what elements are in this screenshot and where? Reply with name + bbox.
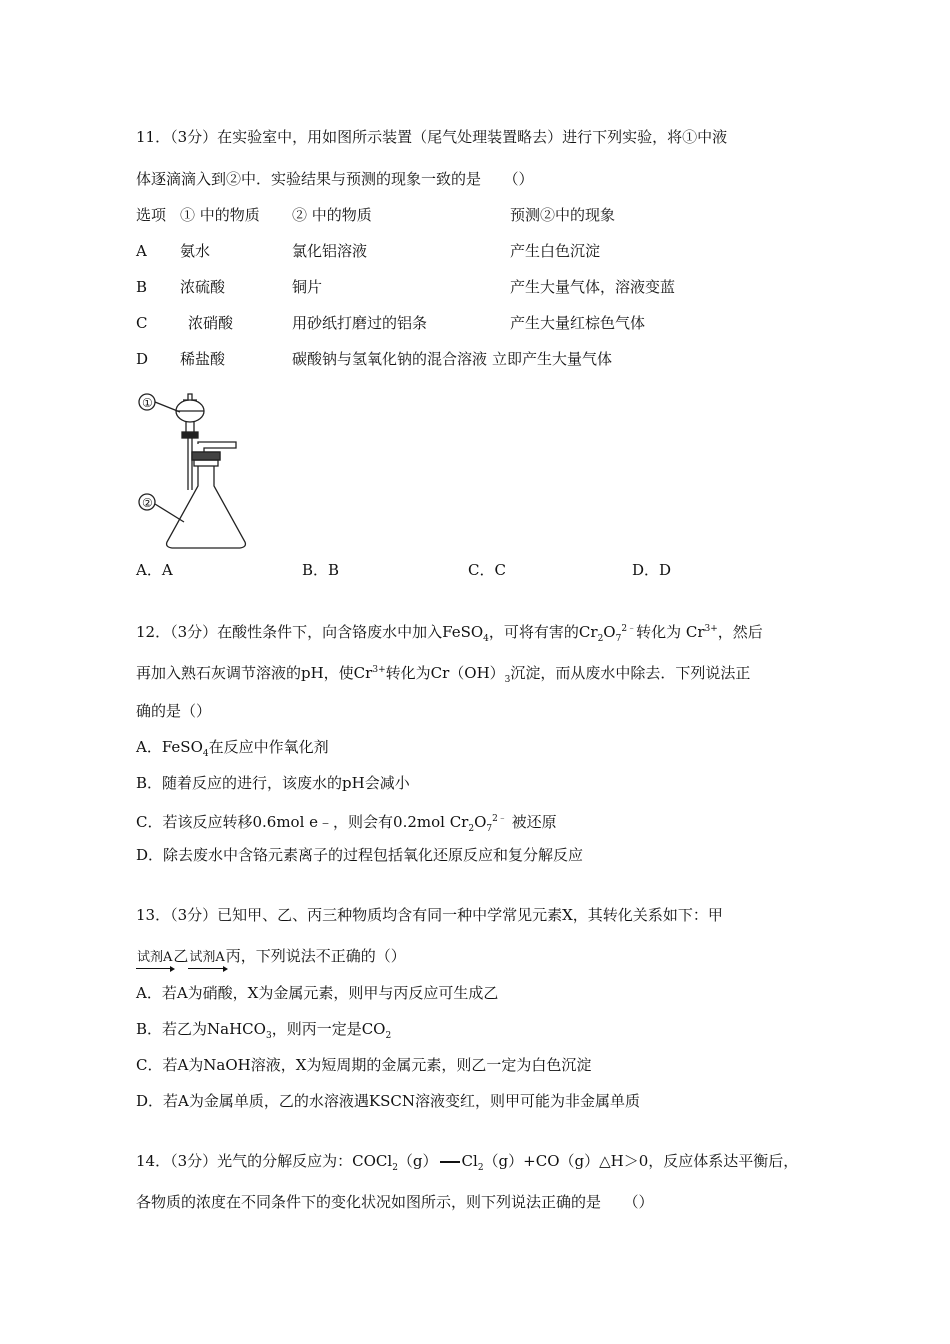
table-row-b-option: B [136,278,148,296]
table-row-a-option: A [136,242,147,260]
table-row-d-substance1: 稀盐酸 [180,350,226,368]
table-row-c-substance2: 用砂纸打磨过的铝条 [292,314,428,332]
q13-option-c: C．若A为NaOH溶液，X为短周期的金属元素，则乙一定为白色沉淀 [136,1056,592,1074]
q11-apparatus-figure [132,386,262,558]
q11-choice-c: C．C [468,561,506,579]
q14-stem-line2: 各物质的浓度在不同条件下的变化状况如图所示，则下列说法正确的是 （） [136,1193,654,1211]
reagent-arrow-1: 试剂A [136,948,173,968]
q11-choice-b: B．B [302,561,340,579]
table-row-b-prediction: 产生大量气体，溶液变蓝 [510,278,676,296]
q12-option-a: A．FeSO$_4$在反应中作氧化剂 [136,738,329,759]
q11-choice-d: D．D [632,561,672,579]
q12-stem-line3: 确的是（） [136,702,212,720]
q13-stem-line1: 13．（3分）已知甲、乙、丙三种物质均含有同一种中学常见元素X，其转化关系如下：甲 [136,906,723,924]
table-header-substance2: ② 中的物质 [292,206,372,224]
q12-stem-line2: 再加入熟石灰调节溶液的pH，使$Cr^{3+}$转化为$Cr(OH)_3$沉淀，而从废水中除去．下列说法正 [136,664,751,685]
table-row-a-substance2: 氯化铝溶液 [292,242,368,260]
equilibrium-arrow-icon [440,1161,460,1163]
reagent-arrow-2: 试剂A [188,948,225,968]
table-row-d-substance2: 碳酸钠与氢氧化钠的混合溶液 [292,350,488,368]
q12-option-d: D．除去废水中含铬元素离子的过程包括氧化还原反应和复分解反应 [136,846,584,864]
q14-stem-line1: 14．（3分）光气的分解反应为：COCl$_2$（g） $Cl_2(g)+CO(g)\triangle H>0$，反应体系达平衡后， [136,1152,799,1173]
q12-option-c: C．若该反应转移0.6mol e﹣，则会有0.2mol $Cr_2O_7^{2﹣}$ 被还原 [136,813,557,834]
table-row-b-substance2: 铜片 [292,278,323,296]
table-header-option: 选项 [136,206,167,224]
q12-stem-line1: 12．（3分）在酸性条件下，向含铬废水中加入FeSO$_4$，可将有害的$Cr_2O_7^{2﹣}$转化为 $Cr^{3+}$，然后 [136,623,763,644]
table-header-substance1: ① 中的物质 [180,206,260,224]
table-row-c-prediction: 产生大量红棕色气体 [510,314,646,332]
q11-stem-line1: 11．（3分）在实验室中，用如图所示装置（尾气处理装置略去）进行下列实验，将①中液 [136,128,728,146]
table-row-a-substance1: 氨水 [180,242,211,260]
q13-option-a: A．若A为硝酸，X为金属元素，则甲与丙反应可生成乙 [136,984,499,1002]
q13-option-b: B．若乙为NaHCO$_3$，则丙一定是$CO_2$ [136,1020,392,1041]
table-row-c-option: C [136,314,148,332]
table-row-b-substance1: 浓硫酸 [180,278,226,296]
table-header-prediction: 预测②中的现象 [510,206,616,224]
separatory-funnel-flask-diagram [132,386,262,554]
q11-stem-line2: 体逐滴滴入到②中．实验结果与预测的现象一致的是 （） [136,170,534,188]
table-row-c-substance1: 浓硝酸 [188,314,234,332]
q11-choice-a: A．A [136,561,173,579]
table-row-d-prediction: 立即产生大量气体 [492,350,613,368]
fig-label-1: ① [142,396,153,410]
q13-stem-line2: 试剂A乙试剂A丙，下列说法不正确的（） [136,946,406,968]
table-row-d-option: D [136,350,149,368]
table-row-a-prediction: 产生白色沉淀 [510,242,601,260]
q12-option-b: B．随着反应的进行，该废水的pH会减小 [136,774,410,792]
q13-option-d: D．若A为金属单质，乙的水溶液遇KSCN溶液变红，则甲可能为非金属单质 [136,1092,640,1110]
fig-label-2: ② [142,496,153,510]
